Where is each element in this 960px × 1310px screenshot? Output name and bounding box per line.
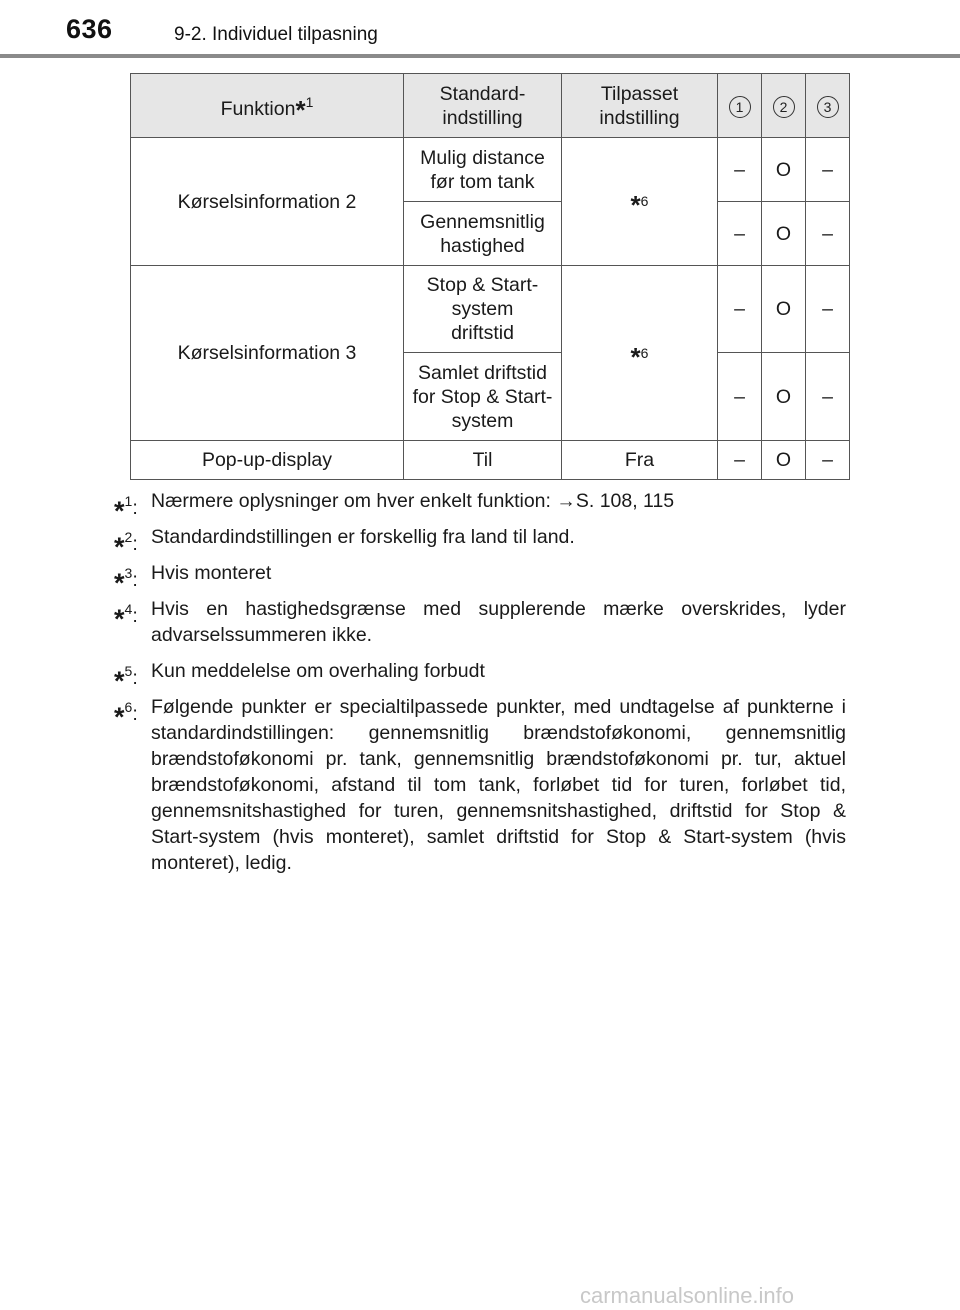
footnotes: [114, 488, 846, 886]
option-cell: –: [806, 353, 850, 441]
footnote-text: Standardindstillingen er forskellig fra land til land.: [151, 526, 575, 548]
option-cell: –: [718, 441, 762, 480]
footnote-asterisk-icon: *: [114, 496, 125, 526]
option-cell: O: [762, 138, 806, 202]
footnote-text: Hvis monteret: [151, 562, 272, 584]
footnote: *$^6$: Følgende punkter er specialtilpassede punkter, med undtagelse af punkterne i standardindstillingen: gennemsnitlig brændstoføkonomi, gennemsnitlig brændstoføkonomi pr. tank, gennemsnitlig brændstoføkonomi pr. tur, aktuel brændstoføkonomi, afstand til tom tank, forløbet tid for turen, forløbet tid, gennemsnitshastighed for turen, gennemsnitshastighed, driftstid for Stop & Start-system (hvis monteret), samlet driftstid for Stop & Start-system (hvis monteret), ledig.: [114, 696, 846, 874]
custom-cell: *6: [562, 266, 718, 441]
footnote: *$^4$: Hvis en hastighedsgrænse med supplerende mærke overskrides, lyder advarselssummeren ikke.: [114, 598, 846, 646]
option-cell: –: [806, 441, 850, 480]
footnote-asterisk-icon: *: [630, 190, 641, 220]
table-row: [131, 266, 850, 353]
function-cell: Kørselsinformation 2: [131, 138, 404, 266]
table-header-row: [131, 74, 850, 138]
column-header-custom: Tilpasset indstilling: [562, 74, 718, 138]
footnote-asterisk-icon: *: [630, 341, 641, 372]
settings-table: [130, 73, 850, 480]
option-cell: –: [718, 353, 762, 441]
footnote-text: Kun meddelelse om overhaling forbudt: [151, 660, 485, 682]
footnote-asterisk-icon: *: [114, 604, 125, 634]
column-header-function: Funktion*$^1$: [131, 74, 404, 138]
option-cell: –: [806, 138, 850, 202]
page-number: 636: [66, 14, 113, 44]
column-header-2: 2: [762, 74, 806, 138]
header-divider: [0, 54, 960, 58]
table-row: [131, 138, 850, 202]
function-cell: Pop-up-display: [131, 441, 404, 480]
footnote-text: Nærmere oplysninger om hver enkelt funktion: →S. 108, 115: [151, 490, 675, 512]
option-cell: O: [762, 202, 806, 266]
option-cell: O: [762, 441, 806, 480]
footnote-asterisk-icon: *: [114, 666, 125, 696]
option-cell: O: [762, 353, 806, 441]
function-cell: Kørselsinformation 3: [131, 266, 404, 441]
column-header-3: 3: [806, 74, 850, 138]
table-row: [131, 441, 850, 480]
option-cell: –: [718, 266, 762, 353]
footnote-text: Følgende punkter er specialtilpassede punkter, med undtagelse af punkterne i standardindstillingen: gennemsnitlig brændstoføkonomi, gennemsnitlig brændstoføkonomi pr. tank, gennemsnitlig brændstoføkonomi pr. tur, aktuel brændstoføkonomi, afstand til tom tank, forløbet tid for turen, forløbet tid, gennemsnitshastighed for turen, gennemsnitshastighed, driftstid for Stop & Start-system (hvis monteret), samlet driftstid for Stop & Start-system (hvis monteret), ledig.: [151, 696, 846, 874]
standard-cell: Mulig distance før tom tank: [404, 138, 562, 202]
option-cell: –: [806, 202, 850, 266]
option-cell: –: [718, 202, 762, 266]
column-header-1: 1: [718, 74, 762, 138]
footnote: *$^2$: Standardindstillingen er forskellig fra land til land.: [114, 526, 575, 562]
footnote: *$^5$: Kun meddelelse om overhaling forbudt: [114, 660, 485, 696]
footnote-asterisk-icon: *: [114, 702, 125, 732]
footnote-text: Hvis en hastighedsgrænse med supplerende mærke overskrides, lyder advarselssummeren ikke.: [151, 598, 846, 646]
custom-cell: Fra: [562, 441, 718, 480]
watermark: carmanualsonline.info: [580, 1283, 795, 1308]
section-title: 9-2. Individuel tilpasning: [174, 24, 378, 45]
footnote: *$^1$: Nærmere oplysninger om hver enkelt funktion: →S. 108, 115: [114, 490, 675, 526]
option-cell: –: [806, 266, 850, 353]
standard-cell: Samlet driftstid for Stop & Start-system: [404, 353, 562, 441]
option-cell: O: [762, 266, 806, 353]
standard-cell: Til: [404, 441, 562, 480]
footnote: *$^3$: Hvis monteret: [114, 562, 272, 598]
custom-cell: *6: [562, 138, 718, 266]
column-header-standard: Standard-indstilling: [404, 74, 562, 138]
footnote-asterisk-icon: *: [114, 568, 125, 598]
footnote-asterisk-icon: *: [295, 95, 306, 125]
standard-cell: Gennemsnitlig hastighed: [404, 202, 562, 266]
footnote-asterisk-icon: *: [114, 532, 125, 562]
standard-cell: Stop & Start-system driftstid: [404, 266, 562, 353]
option-cell: –: [718, 138, 762, 202]
